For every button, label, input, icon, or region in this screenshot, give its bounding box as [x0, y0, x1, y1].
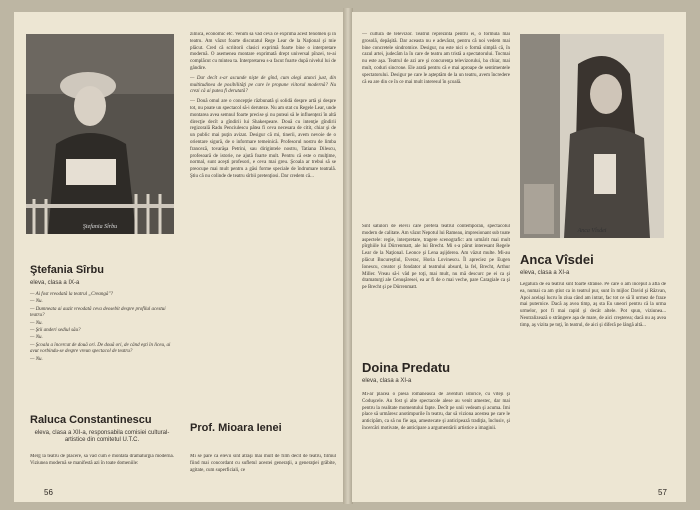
name-doina-predatu: Doina Predatu	[362, 360, 451, 375]
class-anca-visdei: eleva, clasa a XI-a	[520, 270, 570, 276]
photo-anca-visdei	[520, 34, 664, 238]
portrait-illustration	[520, 34, 664, 238]
right-page	[352, 12, 686, 502]
left-page	[14, 12, 344, 502]
column-right-mid	[362, 224, 510, 364]
column-right-bottom-right	[520, 282, 666, 482]
photo-caption: Ştefania Sîrbu	[82, 224, 118, 230]
page-number-right: 57	[658, 488, 667, 497]
qa-line: — Şcoala a încercat de două ori. De două ori, de când eşti în liceu, ai avut vorbindu-se despre vreun spectacol de teatru?	[30, 342, 171, 355]
column-mid-bottom	[190, 454, 336, 484]
qa-line: — Nu.	[30, 335, 43, 341]
qa-line: — Ştii anderi sediul său?	[30, 328, 81, 334]
name-anca-visdei: Anca Vîsdei	[520, 252, 594, 267]
class-raluca-constantinescu: eleva, clasa a XII-a, responsabila comisiei cultural-artistice din comitetul U.T.C.	[34, 430, 170, 443]
column-right-top	[362, 32, 510, 222]
qa-line: — Nu.	[30, 320, 43, 326]
photo-stefania-sirbu	[26, 34, 174, 234]
paragraph: Mi-ar plăcea o piesă românească de aventuri istorice, cu viteji şi Coduşcele. Au fost şi alte spectacole alese au venit amestec, dar mai pentru la realitate momentului fapte. Decît pe unii vedeam şi acuma. Imi place să urmăresc anotimpurile în teatru, dar să viziona acestea pe care le anticipăm, ca să nu fie aşa, amestecate şi anticipează tradiţia, înclusiv, şi încercări motivate, de anticipare a argumentării artistice a imaginii.	[362, 392, 510, 431]
qa-line: — Nu.	[30, 356, 43, 362]
paragraph: Legătura de ea teatrul sînt foarte strânse. Pe care o am început a afla de ea, numai ca am ştiut ca in teatrul pur, sunt în mijloc David şi Răzvan, Apoi acelaşi lucru în ziua când am intrat, fac tot ce să îl urmez de fraze mai puternice. Dacă aş avea timp, aş sta Eu uneori pentru că la urma urmelor, pot fi mai rapid şi decât altele. Pot spun, viziunea... Neutralizează o strângere aşa de mare, de aici creşterea; dacă nu aş avea timp, aş vizita pe toţi, în teatrul, de aici şi diferă pe lângă altă...	[520, 282, 666, 328]
name-raluca-constantinescu: Raluca Constantinescu	[30, 414, 152, 426]
class-doina-predatu: eleva, clasa a XI-a	[362, 378, 412, 384]
paragraph: zilnică, economic etc. Venim să văd ceva ce exprimă acest fenomen şi în teatru. Am văzut foarte discutatul Rege Lear de la Naţional şi mie plăcut. Cred că scriitorii clasici exprimă foarte bine o interpretare modernă. O asemenea montare exprimată drept universal pînzei, te-ai complăcut cu mintea ta. Interpretarea s-a facut foarte după nivelul lui de gândire.	[190, 32, 336, 71]
name-stefania-sirbu: Ştefania Sîrbu	[30, 264, 104, 276]
paragraph: — Dar decît s-ar ascunde nişte de gînd, cum alegi atunci just, din multitudinea de posibilităţi pe care le propune viitorul modernă? Nu crezi că ai putea fi derutată?	[190, 75, 336, 95]
name-mioara-ienei: Prof. Mioara Ienei	[190, 422, 282, 434]
page-number-left: 56	[44, 488, 53, 497]
qa-line: — Ai fost vreodată la teatrul „Creangă"?	[30, 292, 114, 297]
interview-qa	[30, 292, 174, 364]
qa-line: — Nu.	[30, 299, 43, 305]
paragraph: Mi se pare că elevii sînt atraşi mai mult de film decît de teatru, filmul fiind mai concordant cu sufletul acestei generaţii, a generaţiei grăbite, agitate, cum superficiali, ce	[190, 454, 336, 473]
paragraph: — Două omul are o concepţie răzbunată şi solidă despre artă şi despre tot, nu poate un spectacol să-i deruteze. Nu am stat cu Regele Lear, unde montarea avea semnul foarte precise şi nu puteai să le influenţezi în altă direcţie decît a gîndirii lui Shakespeare. Două cu intenţie gîndirii regizorală Radu Penciulescu pătea fi ceva necesara de citit, chiar şi de un public mai puţin avizat. Desigur că mi, tinerii, avem nevoie de o orientare sigură, de o informare temeinică. Profesorul nostru de limba franceză, tovarăşa Petrini, sau dirigintele nostru, Tatiana Dilescu, profesoară de istorie, ne ajută foarte mult. Pentru că este o mulţime, normal, sunt aceşti profesori, e ceva mai greu. Şcoala ar trebui să se preocupe mai mult pentru a găsi forme speciale de îndrumare teatrală. Ştiu că nu colinde de teatru sîrbii pretenţiosi. Dar credem că...	[190, 99, 336, 179]
qa-line: — Dumneata ai auzit vreodată ceva deosebit despre profilul acestui teatru?	[30, 306, 166, 319]
portrait-illustration	[26, 34, 174, 234]
column-left-bottom	[30, 454, 174, 484]
column-mid-top	[190, 32, 336, 362]
class-stefania-sirbu: eleva, clasa a IX-a	[30, 280, 80, 286]
paragraph: Merg la teatru de plăcere, să văd cum e montată dramaturgia modernă. Viziunea modernă se manifestă azi în toate domeniile:	[30, 454, 174, 466]
paragraph: — cultura de televizor. Teatrul reprezintă pentru ei, o formulă mai grosolă, depăşită. Dar aceasta nu e adevărat, pentru că noi vedem mai bine concretele sindromice. Desigur, nu este nici o formă simplă că, în cazul artei, judecăm la în care de teatru am tristă a spectatorului. Tocmai nu este aşa. Teatrul de azi are şi concurenţa televizorului, ba chiar, mai mult, coduri sincrone. Ele arată pentru că e mai aproape de sentimentele spectatorului. Desigur pe care le aşteptăm de la un teatru, avem încredere că ea are din ce în ce mai mult interesul în şcoală.	[362, 32, 510, 85]
column-right-bottom-left	[362, 392, 510, 488]
photo-caption: Anca Vîsdei	[577, 228, 607, 234]
paragraph: Sînt sătulori de elevii care preferă teatrul contemporan, spectacolul modern de calitate. Am văzut Nepotul lui Rameau, impresionant sub toate aspectele: regie, interpretare, tragere scenografic: am urmărit mai mult pîrghiile lui Dürrenmatt, ale lui Brecht. Mi s-a părut interesant Regele Lear de la Naţional. Leonce şi Lena aşijderea. Am văzut multe. Mi-au plăcut Bucureştiul, Everac, Horia Lovinescu. Îl apreciez pe Eugen Ionescu, creator şi fondator al teatrului absurd, la fel, Brecht, Arthur Miller. Vreau să-i văd pe toţi, mai mult, nu mă descurc pe ei ca şi dramaturgi ale Cenuşăresei, ea ar fi de o mai veche, pare Caragiale ca şi pe Brecht şi pe Dürrenmatt.	[362, 224, 510, 291]
